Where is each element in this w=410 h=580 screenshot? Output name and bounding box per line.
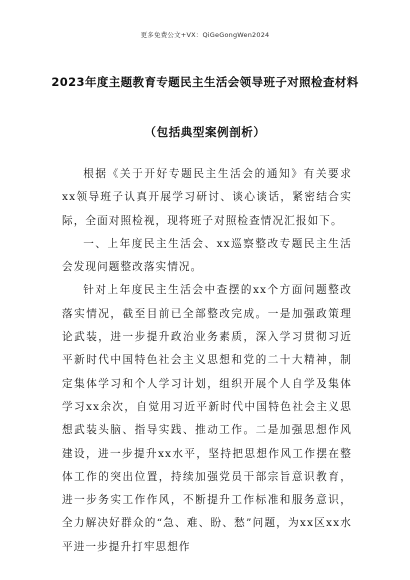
paragraph-section-heading: 一、上年度民主生活会、xx巡察整改专题民主生活会发现问题整改落实情况。 [62, 237, 352, 274]
document-title: 2023年度主题教育专题民主生活会领导班子对照检查材料 [51, 75, 359, 89]
header-note: 更多免费公文+VX：QiGeGongWen2024 [140, 31, 270, 39]
document-subtitle: （包括典型案例剖析） [144, 125, 266, 139]
paragraph-intro: 根据《关于开好专题民主生活会的通知》有关要求xx领导班子认真开展学习研讨、谈心谈话，紧密结合实际，全面对照检视，现将班子对照检查情况汇报如下。 [62, 168, 352, 227]
paragraph-rectification: 针对上年度民主生活会中查摆的xx个方面问题整改落实情况，截至目前已全部整改完成。一是加强政策理论武装，进一步提升政治业务素质，深入学习贯彻习近平新时代中国特色社会主义思想和党的二十大精神，制定集体学习和个人学习计划，组织开展个人自学及集体学习xx余次，自觉用习近平新时代中国特色社会主义思想武装头脑、指导实践、推动工作。二是加强思想作风建设，进一步提升xx水平，坚持把思想作风工作摆在整体工作的突出位置，持续加强党员干部宗旨意识教育，进一步务实工作作风，不断提升工作标准和服务意识，全力解决好群众的“急、难、盼、愁”问题，为xx区xx水平进一步提升打牢思想作 [62, 284, 352, 553]
document-body [62, 163, 352, 559]
